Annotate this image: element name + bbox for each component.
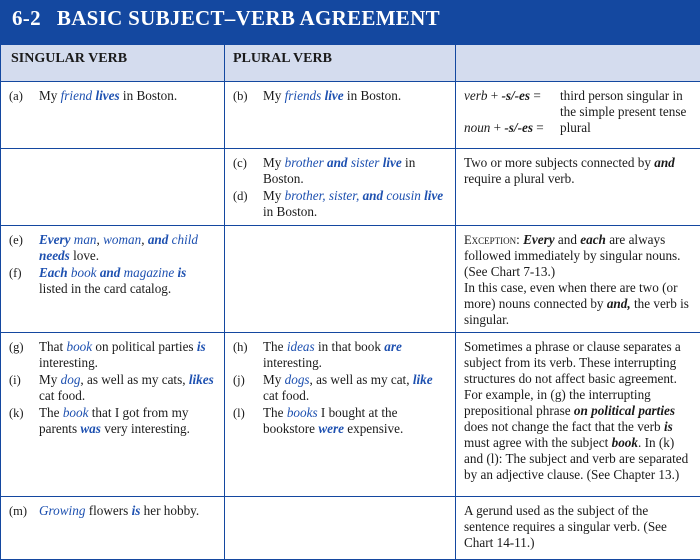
subject-word: book <box>70 265 97 280</box>
verb-word: live <box>424 188 444 203</box>
note-cell <box>456 226 700 333</box>
note-segment: and <box>554 232 581 247</box>
example-text: cat food. <box>263 388 310 403</box>
formula-description: third person singular in the simple present tense <box>560 88 687 119</box>
note-segment: : <box>516 232 524 247</box>
chart-title-text: BASIC SUBJECT–VERB AGREEMENT <box>56 6 440 30</box>
note-text <box>464 155 692 187</box>
example-g <box>9 339 216 371</box>
plural-cell <box>225 149 456 226</box>
quantifier-word: Every <box>39 232 71 247</box>
header-plural-verb: PLURAL VERB <box>225 45 456 82</box>
note-segment: must agree with the subject <box>464 435 612 450</box>
example-text: My <box>263 188 285 203</box>
verb-word: needs <box>39 248 70 263</box>
verb-word: like <box>412 372 433 387</box>
suffix-formula <box>464 88 692 136</box>
formula-word: verb <box>464 88 488 103</box>
example-e <box>9 232 216 264</box>
note-cell <box>456 333 700 497</box>
chart-number: 6-2 <box>12 6 41 30</box>
subject-word: friends <box>284 88 322 103</box>
subject-word: dog <box>60 372 81 387</box>
example-text: , <box>96 232 104 247</box>
table-row <box>1 226 700 333</box>
table-row <box>1 149 700 226</box>
note-segment: Two or more subjects connected by <box>464 155 655 170</box>
example-text: My <box>39 88 61 103</box>
example-text: interesting. <box>263 355 322 370</box>
note-segment: In this case, even when there are two (or more) nouns connected by <box>464 280 678 311</box>
note-emphasis: is <box>663 419 673 434</box>
agreement-table <box>0 44 700 560</box>
example-text: , as well as my cat, <box>309 372 413 387</box>
example-text: My <box>263 88 285 103</box>
example-text: My <box>263 155 285 170</box>
note-emphasis: and <box>654 155 675 170</box>
exception-label: Exception <box>464 233 517 247</box>
verb-word: were <box>318 421 344 436</box>
verb-word: are <box>384 339 402 354</box>
formula-description: plural <box>560 120 591 135</box>
note-cell <box>456 149 700 226</box>
note-segment: are always followed immediately by singular nouns. (See Chart 7-13.) <box>464 232 681 279</box>
example-label: (k) <box>9 406 24 420</box>
example-i <box>9 372 216 404</box>
note-emphasis: on political parties <box>573 403 675 418</box>
singular-cell <box>1 226 225 333</box>
formula-plus: + <box>490 120 505 135</box>
subject-word: magazine <box>123 265 175 280</box>
conjunction-word: and <box>323 155 351 170</box>
note-segment: . In (k) and (l): The subject and verb are separated by an adjective clause. (See Chapter 13.) <box>464 435 689 482</box>
verb-word: is <box>196 339 206 354</box>
example-text: in Boston. <box>263 204 318 219</box>
note-segment: does not change the fact that the verb <box>464 419 664 434</box>
example-text: My <box>263 372 285 387</box>
subject-word: ideas <box>286 339 315 354</box>
note-emphasis: Every <box>523 232 555 247</box>
subject-word: friend <box>60 88 93 103</box>
formula-word: noun <box>464 120 491 135</box>
verb-word: live <box>324 88 344 103</box>
note-cell <box>456 82 700 149</box>
example-text: cat food. <box>39 388 86 403</box>
conjunction-word: and <box>96 265 124 280</box>
header-singular-verb: SINGULAR VERB <box>1 45 225 82</box>
plural-cell <box>225 497 456 560</box>
example-f <box>9 265 216 297</box>
subject-word: woman <box>103 232 142 247</box>
subject-word: dogs <box>284 372 310 387</box>
subject-word: sister <box>350 155 380 170</box>
example-label: (g) <box>9 340 24 354</box>
singular-cell <box>1 333 225 497</box>
example-text: in Boston. <box>119 88 178 103</box>
plural-cell <box>225 333 456 497</box>
verb-word: was <box>80 421 101 436</box>
subject-word: Growing <box>39 503 86 518</box>
formula-plus: + <box>487 88 502 103</box>
example-text: , <box>141 232 148 247</box>
example-h <box>233 339 447 371</box>
note-segment: Sometimes a phrase or clause separates a subject from its verb. These interrupting structures do not affect basic agreement. For example, in (g) the interrupting prepositional phrase <box>464 339 681 418</box>
conjunction-word: and <box>359 188 387 203</box>
example-label: (i) <box>9 373 21 387</box>
subject-word: book <box>66 339 93 354</box>
example-label: (m) <box>9 504 28 518</box>
example-text: interesting. <box>39 355 98 370</box>
note-cell <box>456 497 700 560</box>
singular-cell <box>1 82 225 149</box>
example-text: That <box>39 339 67 354</box>
example-text: flowers <box>85 503 132 518</box>
table-row <box>1 333 700 497</box>
note-text <box>464 232 692 280</box>
example-label: (a) <box>9 89 23 103</box>
note-segment: require a plural verb. <box>464 171 575 186</box>
example-text: My <box>39 372 61 387</box>
table-row <box>1 497 700 560</box>
formula-equals: = <box>530 88 541 103</box>
example-label: (h) <box>233 340 248 354</box>
subject-word: books <box>286 405 318 420</box>
example-k <box>9 405 216 437</box>
singular-cell <box>1 497 225 560</box>
note-segment: the verb is singular. <box>464 296 689 327</box>
example-text: in Boston. <box>343 88 402 103</box>
example-text: that I got from my parents <box>39 405 189 436</box>
note-emphasis: book <box>611 435 638 450</box>
subject-word: sister, <box>328 188 360 203</box>
verb-word: live <box>382 155 402 170</box>
example-text: very interesting. <box>100 421 190 436</box>
example-label: (d) <box>233 189 248 203</box>
example-text: her hobby. <box>140 503 200 518</box>
verb-word: likes <box>188 372 214 387</box>
formula-suffix: -s/-es <box>504 120 533 135</box>
example-text: The <box>263 405 287 420</box>
note-text: A gerund used as the subject of the sentence requires a singular verb. (See Chart 14-11.) <box>464 503 667 550</box>
example-text: love. <box>69 248 100 263</box>
example-label: (b) <box>233 89 248 103</box>
example-j <box>233 372 447 404</box>
example-text: The <box>263 339 287 354</box>
note-text <box>464 280 692 328</box>
example-label: (c) <box>233 156 247 170</box>
formula-suffix: -s/-es <box>501 88 531 103</box>
quantifier-word: Each <box>39 265 68 280</box>
example-text: in Boston. <box>263 155 416 186</box>
subject-word: brother, <box>284 188 326 203</box>
plural-cell <box>225 82 456 149</box>
example-label: (f) <box>9 266 22 280</box>
subject-word: man <box>73 232 97 247</box>
chart-title <box>0 0 700 44</box>
example-text: expensive. <box>343 421 404 436</box>
note-text <box>464 339 692 483</box>
subject-word: brother <box>284 155 324 170</box>
plural-cell <box>225 226 456 333</box>
subject-word: book <box>62 405 89 420</box>
example-a <box>9 88 216 104</box>
example-text: , as well as my cats, <box>80 372 189 387</box>
table-row <box>1 82 700 149</box>
example-c <box>233 155 447 187</box>
example-label: (l) <box>233 406 245 420</box>
subject-word: cousin <box>386 188 421 203</box>
example-text: listed in the card catalog. <box>39 281 172 296</box>
note-emphasis: each <box>580 232 606 247</box>
example-label: (e) <box>9 233 23 247</box>
example-text: on political parties <box>92 339 197 354</box>
conjunction-word: and <box>147 232 169 247</box>
example-text: I bought at the bookstore <box>263 405 398 436</box>
example-l <box>233 405 447 437</box>
note-emphasis: and, <box>606 296 631 311</box>
formula-equals: = <box>532 120 544 135</box>
table-header-row <box>1 45 700 82</box>
subject-word: child <box>171 232 199 247</box>
example-label: (j) <box>233 373 245 387</box>
verb-word: is <box>177 265 187 280</box>
example-d <box>233 188 447 220</box>
verb-word: is <box>131 503 141 518</box>
example-text: The <box>39 405 63 420</box>
example-m <box>9 503 216 519</box>
example-b <box>233 88 447 104</box>
header-notes <box>456 45 700 82</box>
example-text: in that book <box>314 339 385 354</box>
verb-word: lives <box>95 88 120 103</box>
singular-cell <box>1 149 225 226</box>
